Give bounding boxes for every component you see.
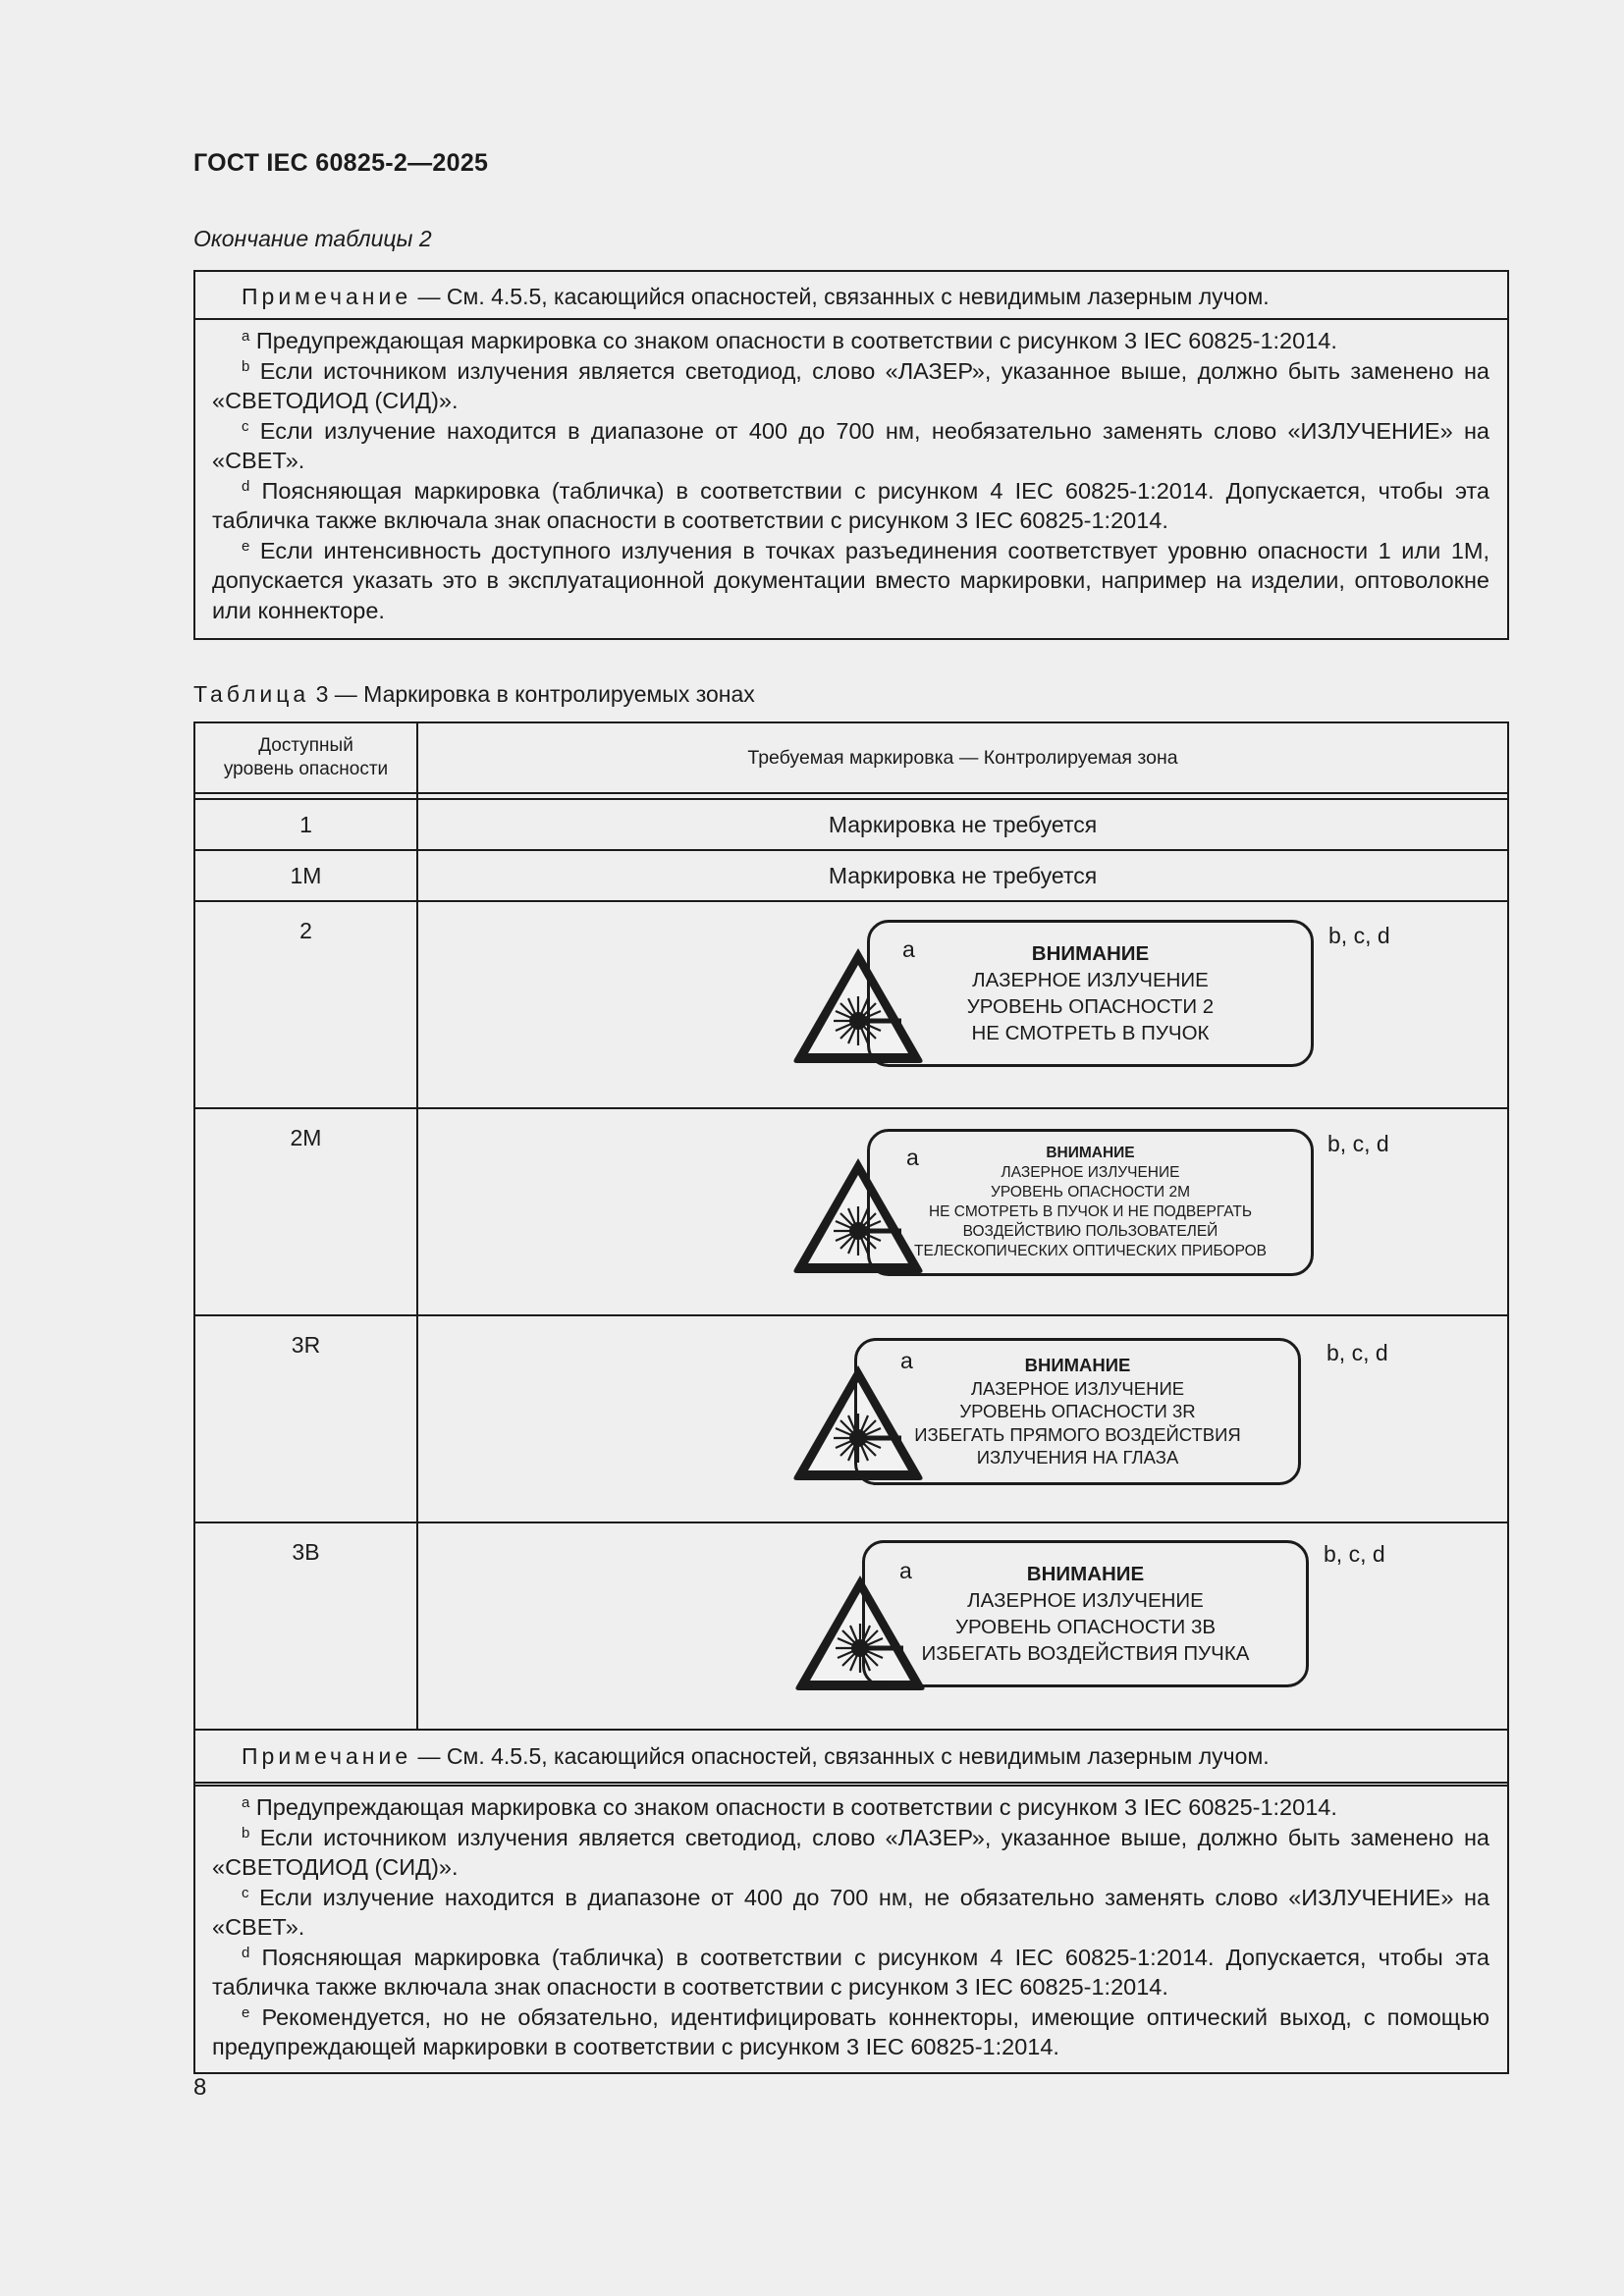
- footnote: $^c$ Если излучение находится в диапазоне от 400 до 700 нм, не обязательно заменять слово «ИЗЛУЧЕНИЕ» на «СВЕТ».: [212, 1884, 1490, 1940]
- table3-footnotes: [194, 1786, 1508, 2073]
- footnote: $^a$ Предупреждающая маркировка со знаком опасности в соответствии с рисунком 3 IEC 60825-1:2014.: [242, 328, 1337, 353]
- footnote: $^d$ Поясняющая маркировка (табличка) в соответствии с рисунком 4 IEC 60825-1:2014. Допускается, чтобы эта табличка также включала знак опасности в соответствии с рисунком 3 IEC 60825-1:2014.: [212, 1944, 1489, 2000]
- note-text: — См. 4.5.5, касающийся опасностей, связанных с невидимым лазерным лучом.: [411, 284, 1270, 309]
- table-continuation-label: Окончание таблицы 2: [193, 226, 432, 251]
- footnote: $^e$ Рекомендуется, но не обязательно, идентифицировать коннекторы, имеющие оптический выход, с помощью предупреждающей маркировки в соответствии с рисунком 3 IEC 60825-1:2014.: [212, 2003, 1490, 2059]
- table3-note: [194, 1730, 1508, 1783]
- document-header: ГОСТ IEC 60825-2—2025: [193, 149, 489, 177]
- footnote: $^b$ Если источником излучения является светодиод, слово «ЛАЗЕР», указанное выше, должно быть заменено на «СВЕТОДИОД (СИД)».: [212, 1824, 1489, 1880]
- explanatory-label-sign: ВНИМАНИЕ ЛАЗЕРНОЕ ИЗЛУЧЕНИЕ УРОВЕНЬ ОПАСНОСТИ 3B ИЗБЕГАТЬ ВОЗДЕЙСТВИЯ ПУЧКА: [862, 1540, 1309, 1687]
- note-text: — См. 4.5.5, касающийся опасностей, связанных с невидимым лазерным лучом.: [411, 1742, 1270, 1769]
- note-label: Примечание: [242, 1742, 412, 1769]
- table3-caption: Таблица 3 — Маркировка в контролируемых зонах: [193, 681, 755, 707]
- marking-cell: Маркировка не требуется: [417, 850, 1508, 901]
- footnote-refs: b, c, d: [1328, 923, 1390, 948]
- footnote-ref-a: a: [906, 1145, 919, 1170]
- table-row: [194, 901, 1508, 1108]
- level-cell: 3B: [194, 1522, 417, 1730]
- page-number: 8: [193, 2074, 207, 2101]
- footnote: $^a$ Предупреждающая маркировка со знаком опасности в соответствии с рисунком 3 IEC 60825-1:2014.: [242, 1794, 1337, 1820]
- footnote: $^c$ Если излучение находится в диапазоне от 400 до 700 нм, необязательно заменять слово «ИЗЛУЧЕНИЕ» на «СВЕТ».: [212, 417, 1489, 473]
- table-row: [194, 1108, 1508, 1315]
- footnote-ref-a: a: [899, 1558, 912, 1583]
- table2-footnotes: [195, 320, 1507, 625]
- note-label: Примечание: [242, 284, 412, 309]
- table-row: [194, 1315, 1508, 1522]
- footnote-refs: b, c, d: [1324, 1541, 1385, 1567]
- footnote-refs: b, c, d: [1327, 1131, 1389, 1156]
- table3: [193, 721, 1509, 2074]
- footnote: $^d$ Поясняющая маркировка (табличка) в соответствии с рисунком 4 IEC 60825-1:2014. Допускается, чтобы эта табличка также включала знак опасности в соответствии с рисунком 3 IEC 60825-1:2014.: [212, 477, 1489, 533]
- table2-ending: [193, 270, 1509, 640]
- col-header-marking: Требуемая маркировка — Контролируемая зона: [417, 722, 1508, 793]
- footnote-ref-a: a: [900, 1348, 913, 1373]
- level-cell: 2M: [194, 1108, 417, 1315]
- footnote-ref-a: a: [902, 936, 915, 962]
- explanatory-label-sign: ВНИМАНИЕ ЛАЗЕРНОЕ ИЗЛУЧЕНИЕ УРОВЕНЬ ОПАСНОСТИ 2 НЕ СМОТРЕТЬ В ПУЧОК: [867, 920, 1314, 1067]
- footnote-refs: b, c, d: [1326, 1340, 1388, 1365]
- marking-cell: Маркировка не требуется: [417, 799, 1508, 850]
- footnote: $^b$ Если источником излучения является светодиод, слово «ЛАЗЕР», указанное выше, должно быть заменено на «СВЕТОДИОД (СИД)».: [212, 357, 1489, 413]
- table-row: [194, 850, 1508, 901]
- table-row: [194, 1522, 1508, 1730]
- level-cell: 2: [194, 901, 417, 1108]
- explanatory-label-sign: ВНИМАНИЕ ЛАЗЕРНОЕ ИЗЛУЧЕНИЕ УРОВЕНЬ ОПАСНОСТИ 2М НЕ СМОТРЕТЬ В ПУЧОК И НЕ ПОДВЕРГАТЬ ВОЗДЕЙСТВИЮ ПОЛЬЗОВАТЕЛЕЙ ТЕЛЕСКОПИЧЕСКИХ ОПТИЧЕСКИХ ПРИБОРОВ: [867, 1129, 1314, 1276]
- table-row: [194, 799, 1508, 850]
- table2-note: [195, 272, 1507, 320]
- footnote: $^e$ Если интенсивность доступного излучения в точках разъединения соответствует уровню опасности 1 или 1М, допускается указать это в эксплуатационной документации вместо маркировки, например на изделии, оптоволокне или коннекторе.: [212, 537, 1489, 623]
- level-cell: 1: [194, 799, 417, 850]
- level-cell: 1M: [194, 850, 417, 901]
- explanatory-label-sign: ВНИМАНИЕ ЛАЗЕРНОЕ ИЗЛУЧЕНИЕ УРОВЕНЬ ОПАСНОСТИ 3R ИЗБЕГАТЬ ПРЯМОГО ВОЗДЕЙСТВИЯ ИЗЛУЧЕНИЯ НА ГЛАЗА: [854, 1338, 1301, 1485]
- level-cell: 3R: [194, 1315, 417, 1522]
- col-header-level: Доступный уровень опасности: [194, 722, 417, 793]
